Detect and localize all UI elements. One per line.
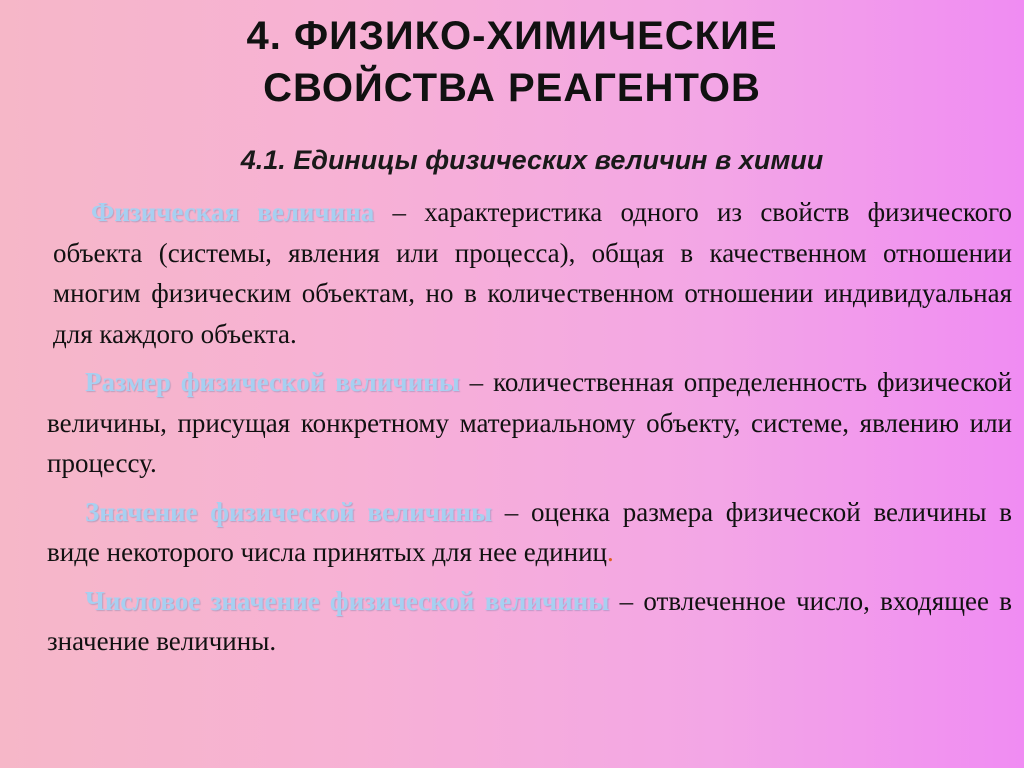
definitions-body bbox=[47, 192, 1012, 670]
term-physical-quantity: Физическая величина bbox=[91, 197, 375, 227]
slide-title bbox=[0, 10, 1024, 114]
definition-quantity-size bbox=[47, 362, 1012, 484]
definition-text: – характеристика одного из свойств физического объекта (системы, явления или процесса), общая в качественном отношении многим физическим объектам, но в количественном отношении индивидуальная для каждого объекта. bbox=[53, 197, 1012, 349]
definition-text: – отвлеченное число, входящее в значение величины. bbox=[47, 585, 1012, 656]
definition-text: – оценка размера физической величины в виде некоторого числа принятых для нее единиц bbox=[47, 496, 1013, 567]
definition-end-dot: . bbox=[606, 537, 614, 567]
title-line-1: 4. ФИЗИКО-ХИМИЧЕСКИЕ bbox=[246, 14, 778, 58]
definition-quantity-value bbox=[47, 492, 1012, 573]
title-line-2: СВОЙСТВА РЕАГЕНТОВ bbox=[263, 66, 761, 110]
definition-numeric-value bbox=[47, 581, 1012, 662]
definition-physical-quantity bbox=[53, 192, 1012, 354]
term-numeric-value: Числовое значение физической величины bbox=[85, 585, 610, 616]
term-quantity-value: Значение физической величины bbox=[85, 496, 493, 527]
slide-subtitle: 4.1. Единицы физических величин в химии bbox=[240, 145, 824, 175]
term-quantity-size: Размер физической величины bbox=[85, 367, 460, 397]
definition-text: – количественная определенность физической величины, присущая конкретному материальному объекту, системе, явлению или процессу. bbox=[47, 367, 1013, 478]
